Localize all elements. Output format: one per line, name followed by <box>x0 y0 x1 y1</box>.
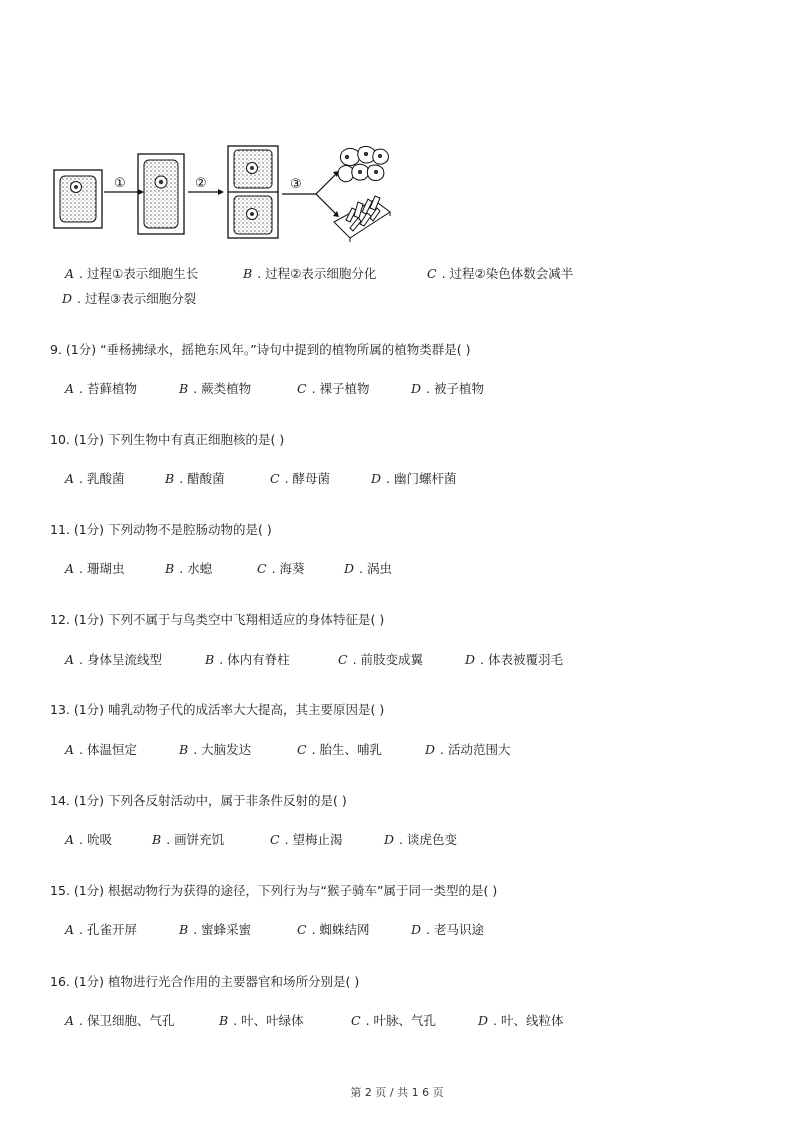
option[interactable]: C . 前肢变成翼 <box>338 652 424 667</box>
cell-grown <box>138 154 184 234</box>
option[interactable]: C . 过程②染色体数会减半 <box>427 266 574 281</box>
tissue-elongated-cells <box>334 196 390 242</box>
option[interactable]: B . 体内有脊柱 <box>205 652 290 667</box>
cells-divided <box>228 146 278 238</box>
question-stem: 10. (1分) 下列生物中有真正细胞核的是( ) <box>50 432 285 447</box>
option[interactable]: D . 体表被覆羽毛 <box>465 652 563 667</box>
option[interactable]: A . 吮吸 <box>65 832 112 847</box>
step-1-label: ① <box>114 176 126 191</box>
arrow-step-3 <box>282 171 339 217</box>
option[interactable]: C . 叶脉、气孔 <box>351 1013 437 1028</box>
question-stem: 15. (1分) 根据动物行为获得的途径，下列行为与“猴子骑车”属于同一类型的是( ) <box>50 883 498 898</box>
question-stem: 14. (1分) 下列各反射活动中，属于非条件反射的是( ) <box>50 793 347 808</box>
step-2-label: ② <box>195 176 207 191</box>
option[interactable]: B . 大脑发达 <box>179 742 252 757</box>
option[interactable]: C . 胎生、哺乳 <box>297 742 383 757</box>
option[interactable]: A . 珊瑚虫 <box>65 561 125 576</box>
option[interactable]: B . 蜜蜂采蜜 <box>179 922 252 937</box>
step-3-label: ③ <box>290 177 302 192</box>
option[interactable]: B . 水螅 <box>165 561 213 576</box>
option[interactable]: B . 蕨类植物 <box>179 381 252 396</box>
option[interactable]: D . 幽门螺杆菌 <box>371 471 457 486</box>
option[interactable]: C . 裸子植物 <box>297 381 370 396</box>
question-stem: 12. (1分) 下列不属于与鸟类空中飞翔相适应的身体特征是( ) <box>50 612 385 627</box>
arrow-step-2 <box>188 176 224 195</box>
cell-process-figure <box>50 142 400 242</box>
option[interactable]: B . 过程②表示细胞分化 <box>243 266 377 281</box>
option[interactable]: D . 老马识途 <box>411 922 484 937</box>
option[interactable]: C . 蜘蛛结网 <box>297 922 370 937</box>
option[interactable]: D . 被子植物 <box>411 381 484 396</box>
option[interactable]: C . 酵母菌 <box>270 471 331 486</box>
page-number-footer: 第 2 页 / 共 1 6 页 <box>350 1086 444 1099</box>
option[interactable]: D . 叶、线粒体 <box>478 1013 564 1028</box>
option[interactable]: D . 谈虎色变 <box>384 832 457 847</box>
option[interactable]: C . 海葵 <box>257 561 305 576</box>
option[interactable]: C . 望梅止渴 <box>270 832 343 847</box>
option[interactable]: A . 体温恒定 <box>65 742 137 757</box>
tissue-rounded-cells <box>338 146 388 181</box>
option[interactable]: A . 保卫细胞、气孔 <box>65 1013 175 1028</box>
option[interactable]: A . 孔雀开屏 <box>65 922 137 937</box>
question-stem: 11. (1分) 下列动物不是腔肠动物的是( ) <box>50 522 272 537</box>
option[interactable]: A . 身体呈流线型 <box>65 652 162 667</box>
option[interactable]: B . 醋酸菌 <box>165 471 225 486</box>
question-stem: 16. (1分) 植物进行光合作用的主要器官和场所分别是( ) <box>50 974 360 989</box>
cell-initial <box>54 170 102 228</box>
option[interactable]: A . 苔藓植物 <box>65 381 137 396</box>
question-stem: 13. (1分) 哺乳动物子代的成活率大大提高，其主要原因是( ) <box>50 702 385 717</box>
option[interactable]: D . 活动范围大 <box>425 742 511 757</box>
option[interactable]: B . 画饼充饥 <box>152 832 225 847</box>
option[interactable]: D . 涡虫 <box>344 561 392 576</box>
option[interactable]: A . 过程①表示细胞生长 <box>65 266 199 281</box>
option[interactable]: D . 过程③表示细胞分裂 <box>62 291 197 306</box>
option[interactable]: B . 叶、叶绿体 <box>219 1013 304 1028</box>
question-stem: 9. (1分) “垂杨拂绿水，摇艳东风年。”诗句中提到的植物所属的植物类群是( ) <box>50 342 471 357</box>
option[interactable]: A . 乳酸菌 <box>65 471 125 486</box>
